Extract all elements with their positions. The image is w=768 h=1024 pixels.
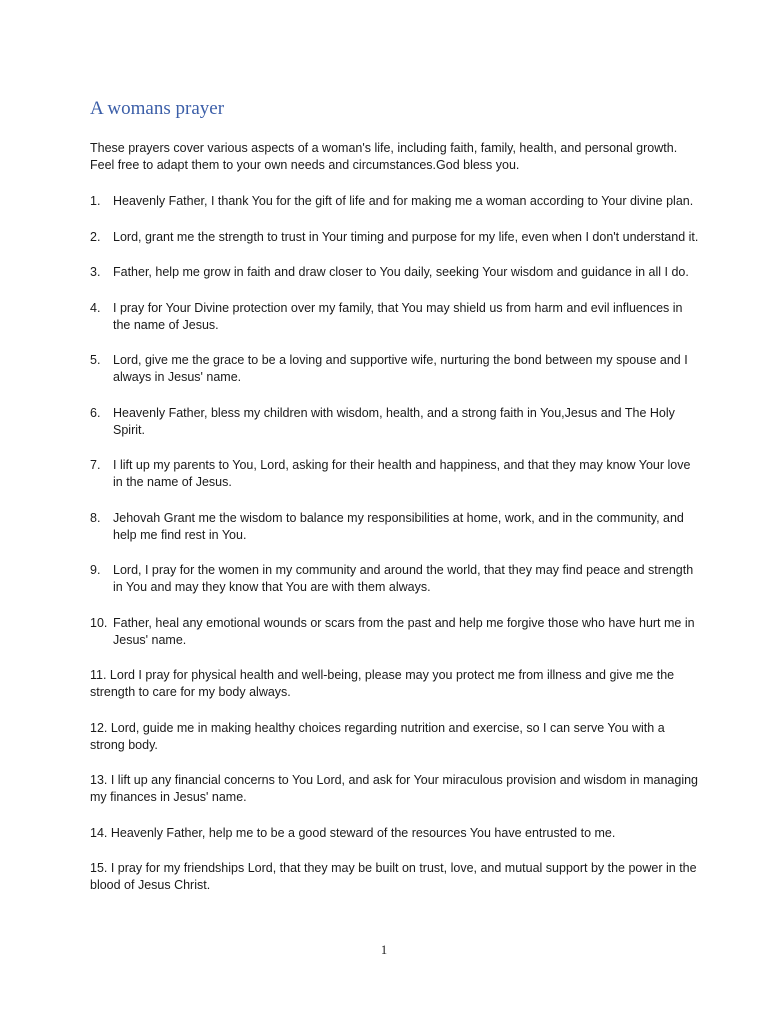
item-number: 7.: [90, 458, 101, 472]
prayer-item-1: [90, 193, 700, 210]
item-text: Jehovah Grant me the wisdom to balance my responsibilities at home, work, and in the community, and help me find rest in You.: [113, 510, 684, 542]
item-number: 2.: [90, 229, 101, 244]
prayer-item-12: 12. Lord, guide me in making healthy choices regarding nutrition and exercise, so I can serve You with a strong body.: [90, 720, 665, 752]
prayer-item-8: [90, 510, 700, 544]
prayer-item-3: [90, 264, 700, 281]
item-number: 8.: [90, 510, 101, 525]
prayer-item-13: 13. I lift up any financial concerns to You Lord, and ask for Your miraculous provision and wisdom in managing my finances in Jesus' name.: [90, 773, 699, 804]
prayer-item-4: [90, 300, 700, 334]
prayer-item-15: 15. I pray for my friendships Lord, that they may be built on trust, love, and mutual support by the power in the blood of Jesus Christ.: [90, 861, 697, 892]
intro-paragraph: These prayers cover various aspects of a woman's life, including faith, family, health, and personal growth. Feel free to adapt them to your own needs and circumstances.God bless you.: [90, 141, 678, 172]
item-text: Father, help me grow in faith and draw closer to You daily, seeking Your wisdom and guidance in all I do.: [113, 265, 689, 279]
item-number: 5.: [90, 353, 101, 367]
item-text: I lift up my parents to You, Lord, asking for their health and happiness, and that they may know Your love in the name of Jesus.: [113, 458, 691, 489]
page-number: 1: [380, 943, 388, 957]
item-number: 1.: [90, 194, 101, 208]
item-text: Heavenly Father, I thank You for the gift of life and for making me a woman according to Your divine plan.: [113, 194, 694, 208]
item-number: 9.: [90, 563, 101, 577]
prayer-item-5: [90, 352, 700, 386]
prayer-item-10: [90, 615, 700, 649]
prayer-list: [90, 193, 700, 913]
prayer-item-6: [90, 405, 700, 439]
prayer-item-2: [90, 229, 700, 246]
item-text: Father, heal any emotional wounds or scars from the past and help me forgive those who have hurt me in Jesus' name.: [113, 615, 695, 647]
prayer-item-7: [90, 457, 700, 491]
item-text: Lord, give me the grace to be a loving and supportive wife, nurturing the bond between my spouse and I always in Jesus' name.: [113, 353, 688, 384]
item-text: I pray for Your Divine protection over my family, that You may shield us from harm and evil influences in the name of Jesus.: [113, 300, 683, 332]
item-text: Heavenly Father, bless my children with wisdom, health, and a strong faith in You,Jesus and The Holy Spirit.: [113, 405, 675, 437]
item-number: 10.: [90, 615, 108, 630]
item-number: 4.: [90, 300, 101, 315]
item-text: Lord, I pray for the women in my community and around the world, that they may find peace and strength in You and may they know that You are with them always.: [113, 563, 694, 594]
prayer-item-9: [90, 562, 700, 596]
item-number: 6.: [90, 405, 101, 420]
document-title: A womans prayer: [90, 98, 225, 119]
item-text: Lord, grant me the strength to trust in Your timing and purpose for my life, even when I don't understand it.: [113, 229, 699, 244]
item-number: 3.: [90, 265, 101, 279]
prayer-item-11: 11. Lord I pray for physical health and well-being, please may you protect me from illness and give me the strength to care for my body always.: [90, 668, 675, 699]
prayer-item-14: 14. Heavenly Father, help me to be a good steward of the resources You have entrusted to me.: [90, 825, 616, 840]
